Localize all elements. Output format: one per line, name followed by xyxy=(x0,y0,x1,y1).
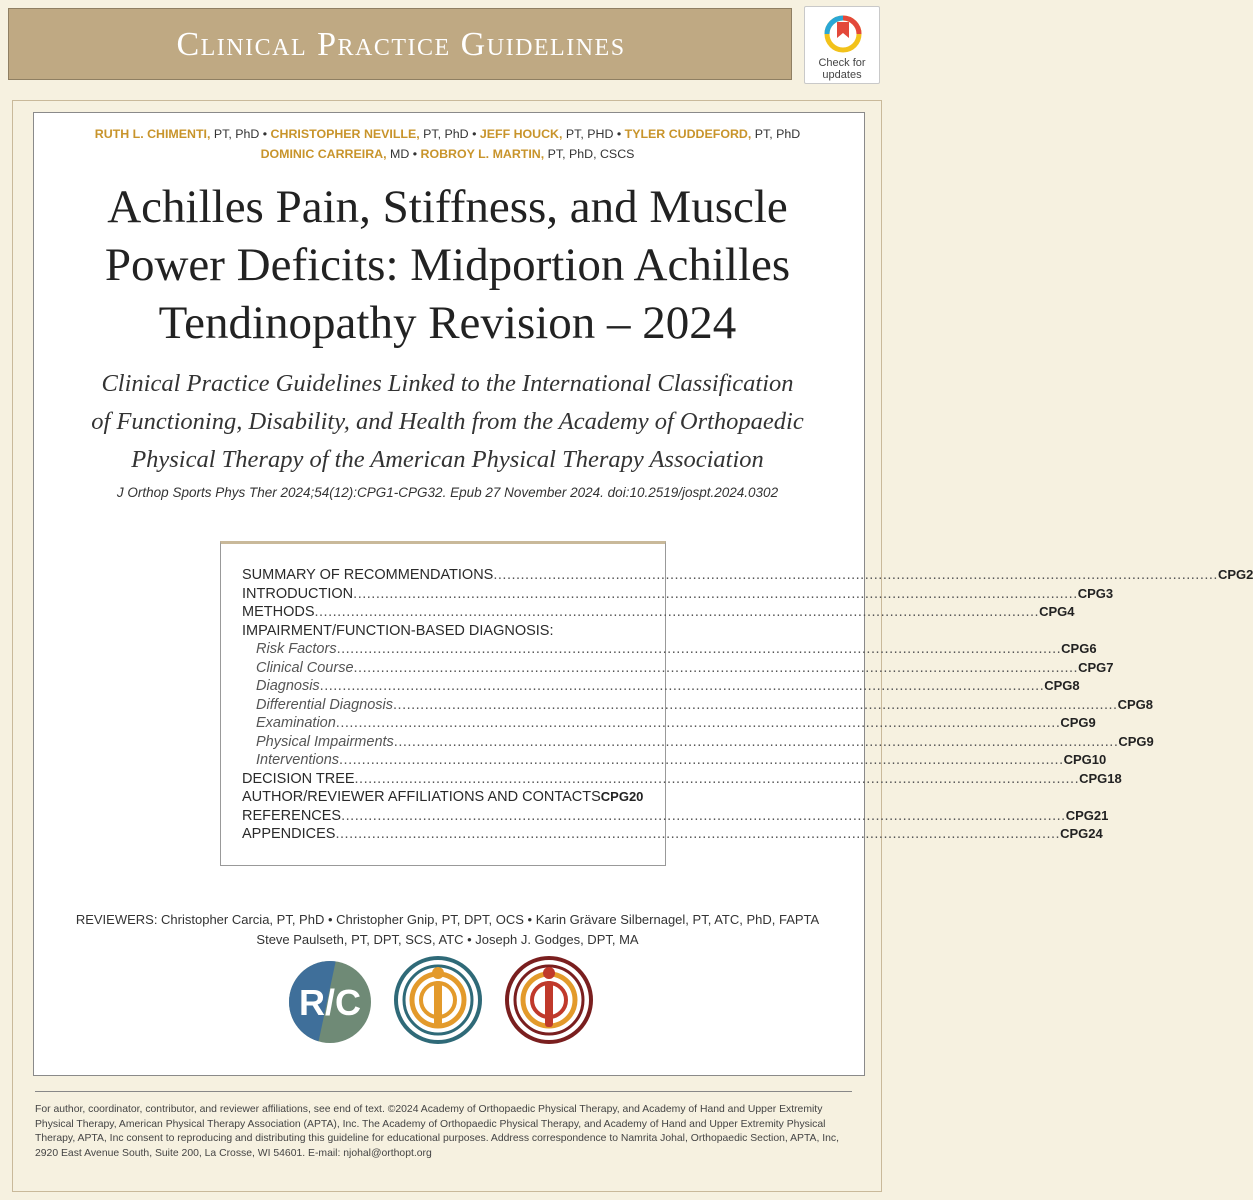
toc-row[interactable] xyxy=(242,604,1075,623)
toc-page-number: CPG18 xyxy=(1079,770,1122,786)
badge-label-line2: updates xyxy=(822,69,862,81)
title-line: Power Deficits: Midportion Achilles xyxy=(104,239,791,291)
toc-leader-dots xyxy=(337,641,1062,657)
toc-leader-dots xyxy=(336,715,1061,731)
toc-row[interactable] xyxy=(242,715,1096,734)
toc-leader-dots xyxy=(335,826,1060,842)
author-name: CHRISTOPHER NEVILLE, xyxy=(270,127,420,141)
toc-page-number: CPG9 xyxy=(1118,733,1154,749)
subtitle-line: Physical Therapy of the American Physical Therapy Association xyxy=(131,446,764,473)
toc-label: Differential Diagnosis xyxy=(256,696,394,713)
toc-label: Interventions xyxy=(256,752,340,768)
toc-label: Clinical Course xyxy=(256,659,354,676)
orthopaedic-academy-logo xyxy=(394,955,482,1045)
author-line-2 xyxy=(0,144,895,164)
toc-page-number: CPG20 xyxy=(600,789,644,804)
toc-label: Diagnosis xyxy=(256,678,320,694)
toc-leader-dots xyxy=(393,697,1118,713)
badge-label xyxy=(805,57,879,81)
check-updates-icon xyxy=(821,14,865,54)
toc-page-number: CPG7 xyxy=(1078,659,1114,675)
toc-page-number: CPG24 xyxy=(1060,826,1103,841)
toc-label: APPENDICES xyxy=(242,826,336,842)
table-of-contents xyxy=(220,541,1253,866)
toc-page-number: CPG6 xyxy=(1061,641,1097,656)
toc-label: IMPAIRMENT/FUNCTION-BASED DIAGNOSIS: xyxy=(242,622,554,639)
author-credentials: PT, PHD xyxy=(562,127,614,141)
toc-row[interactable] xyxy=(242,567,1253,586)
subtitle-line: of Functioning, Disability, and Health from the Academy of Orthopaedic xyxy=(91,408,804,435)
citation: J Orthop Sports Phys Ther 2024;54(12):CPG1-CPG32. Epub 27 November 2024. doi:10.2519/jospt.2024.0302 xyxy=(116,485,779,500)
rc-logo xyxy=(288,960,372,1044)
toc-row[interactable] xyxy=(242,678,1080,697)
title-line: Achilles Pain, Stiffness, and Muscle xyxy=(107,181,788,233)
author-list xyxy=(0,124,895,164)
toc-row[interactable] xyxy=(242,807,1109,827)
author-name: RUTH L. CHIMENTI, xyxy=(94,127,211,141)
toc-label: AUTHOR/REVIEWER AFFILIATIONS AND CONTACTS xyxy=(242,789,601,805)
toc-leader-dots xyxy=(341,808,1066,824)
toc-row[interactable] xyxy=(242,585,1114,605)
header-title: Clinical Practice Guidelines xyxy=(176,26,626,63)
badge-label-line1: Check for xyxy=(818,57,866,69)
toc-label: SUMMARY OF RECOMMENDATIONS xyxy=(242,567,494,583)
author-separator: • xyxy=(616,127,625,141)
toc-list xyxy=(242,567,1253,845)
toc-label: Risk Factors xyxy=(256,641,337,657)
hand-upper-extremity-academy-logo xyxy=(505,955,593,1045)
toc-leader-dots xyxy=(353,586,1078,602)
author-name: JEFF HOUCK, xyxy=(479,127,563,141)
reviewers-line-2: Steve Paulseth, PT, DPT, SCS, ATC • Joseph J. Godges, DPT, MA xyxy=(256,932,639,947)
article-subtitle xyxy=(0,365,895,479)
rc-logo-text: R/C xyxy=(299,982,361,1023)
toc-row[interactable] xyxy=(242,770,1122,790)
toc-label: Examination xyxy=(256,715,336,731)
toc-leader-dots xyxy=(394,734,1119,750)
toc-leader-dots xyxy=(493,567,1218,583)
toc-row[interactable] xyxy=(242,733,1154,753)
toc-row[interactable] xyxy=(242,789,644,808)
toc-page-number: CPG21 xyxy=(1065,807,1109,823)
header-band xyxy=(8,8,792,80)
toc-row[interactable] xyxy=(242,696,1153,716)
toc-leader-dots xyxy=(355,771,1080,787)
subtitle-line: Clinical Practice Guidelines Linked to the International Classification xyxy=(101,370,794,397)
toc-label: METHODS xyxy=(242,604,315,620)
author-name: ROBROY L. MARTIN, xyxy=(420,147,545,161)
title-line: Tendinopathy Revision – 2024 xyxy=(158,297,737,349)
toc-page-number: CPG10 xyxy=(1063,752,1107,767)
author-credentials: PT, PhD, CSCS xyxy=(544,147,635,161)
toc-leader-dots xyxy=(354,660,1079,676)
toc-page-number: CPG8 xyxy=(1117,696,1153,712)
toc-page-number: CPG3 xyxy=(1077,585,1114,601)
author-credentials: PT, PhD xyxy=(419,127,469,141)
toc-label: Physical Impairments xyxy=(256,733,394,750)
toc-label: REFERENCES xyxy=(242,807,342,824)
author-line-1 xyxy=(0,124,895,144)
author-name: DOMINIC CARREIRA, xyxy=(260,147,387,161)
reviewers-line-1: REVIEWERS: Christopher Carcia, PT, PhD • Christopher Gnip, PT, DPT, OCS • Karin Grävare Silbernagel, PT, ATC, PhD, FAPTA xyxy=(75,912,820,927)
author-separator: • xyxy=(472,127,480,141)
check-for-updates-badge[interactable] xyxy=(804,6,880,84)
toc-leader-dots xyxy=(315,604,1040,620)
author-separator: • xyxy=(262,127,271,141)
toc-leader-dots xyxy=(339,752,1064,768)
toc-row[interactable] xyxy=(242,641,1097,660)
author-credentials: PT, PhD xyxy=(210,127,260,141)
toc-row[interactable] xyxy=(242,826,1103,845)
toc-label: DECISION TREE xyxy=(242,770,355,787)
article-title xyxy=(0,178,895,352)
author-credentials: MD xyxy=(386,147,410,161)
footer-rule xyxy=(35,1091,852,1092)
footer-text: For author, coordinator, contributor, and reviewer affiliations, see end of text. ©2024 Academy of Orthopaedic Physical Therapy, and Academy of Hand and Upper Extremity Physical Therapy, American Physical Therapy Association (APTA), Inc. The Academy of Orthopaedic Physical Therapy, and Academy of Hand and Upper Extremity Physical Therapy, APTA, Inc consent to reproducing and distributing this guideline for educational purposes. Address correspondence to Namrita Johal, Orthopaedic Section, APTA, Inc, 2920 East Avenue South, Suite 200, La Crosse, WI 54601. E-mail: njohal@orthopt.org xyxy=(35,1104,839,1159)
toc-page-number: CPG8 xyxy=(1044,678,1080,693)
toc-row[interactable] xyxy=(242,623,629,642)
toc-row[interactable] xyxy=(242,752,1107,771)
toc-label: INTRODUCTION xyxy=(242,585,354,602)
toc-leader-dots xyxy=(320,678,1045,694)
toc-page-number: CPG9 xyxy=(1060,715,1096,730)
toc-row[interactable] xyxy=(242,659,1114,679)
toc-page-number: CPG2 xyxy=(1217,567,1253,582)
reviewers xyxy=(0,910,895,950)
toc-page-number: CPG4 xyxy=(1039,604,1075,619)
author-separator: • xyxy=(412,147,421,161)
author-credentials: PT, PhD xyxy=(751,127,801,141)
author-name: TYLER CUDDEFORD, xyxy=(624,127,752,141)
